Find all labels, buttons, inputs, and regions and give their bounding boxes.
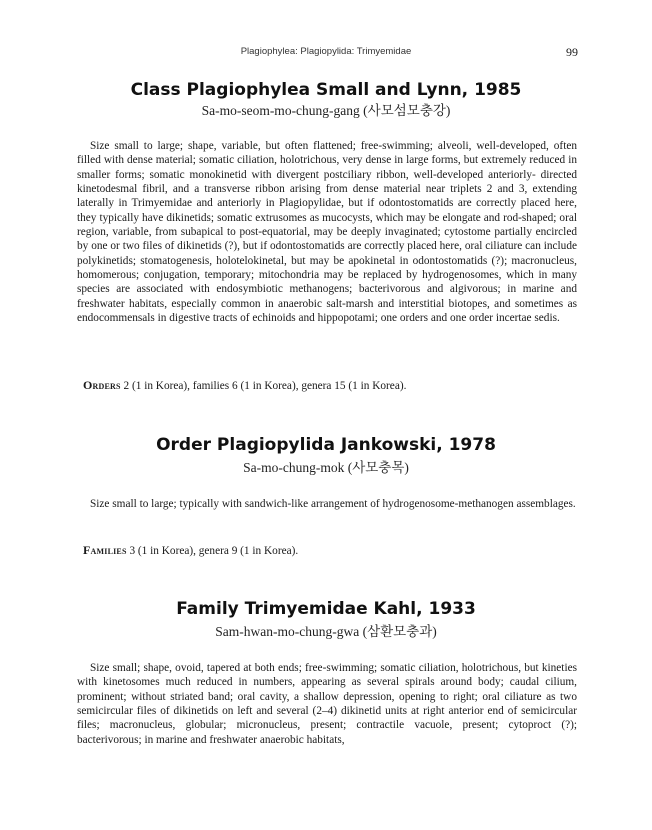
family-description: Size small; shape, ovoid, tapered at both ends; free-swimming; somatic ciliation, holotrichous, but kineties with kinetosomes much reduced in numbers, appearing as several spirals around body; caudal cilium, prominent; without striated band; oral cavity, a shallow depression, opening to right; oral ciliature as two semicircular files of dikinetids on left and several (2–4) dikinetid units at right anterior end of semicircular files; macronucleus, globular; micronucleus, present; contractile vacuole, present; cytoproct (?); bacterivorous; in marine and freshwater anaerobic habitats, bbox=[77, 662, 577, 746]
family-korean-name: Sam-hwan-mo-chung-gwa (삼환모충과) bbox=[215, 624, 437, 639]
class-title: Class Plagiophylea Small and Lynn, 1985 bbox=[130, 80, 522, 100]
order-description: Size small to large; typically with sandwich-like arrangement of hydrogenosome-methanogen assemblages. bbox=[90, 498, 576, 510]
class-description: Size small to large; shape, variable, but often flattened; free-swimming; alveoli, well-developed, often filled with dense material; somatic ciliation, holotrichous, very dense in large forms, but extremely reduced in smaller forms; somatic monokinetid with divergent postciliary ribbon, well-developed anteriorly- directed kinetodesmal fibril, and a transverse ribbon arising from dense material near triplets 2 and 3, extending laterally in Trimyemidae and anteriorly in Plagiopylidae, but if odontostomatids are correctly placed here, they typically have dikinetids; somatic extrusomes as mucocysts, which may be elongate and rod-shaped; oral region, variable, from subapical to post-equatorial, may be deeply invaginated; cytostome partially encircled by one or two files of dikinetids (?), but if odontostomatids are correctly placed here, oral ciliature can include polykinetids; stomatogenesis, holotelokinetal, but may be apokinetal in odontostomatids (?); macronucleus, homomerous; conjugation, temporary; mitochondria may be replaced by hydrogenosomes, which in many species are associated with endosymbiotic methanogens; bacterivorous and algivorous; in marine and freshwater habitats, especially common in anaerobic salt-marsh and interstitial biotopes, and sometimes as endocommensals in digestive tracts of echinoids and hippopotami; one orders and one order incertae sedis. bbox=[77, 140, 577, 325]
order-families-count bbox=[83, 543, 298, 558]
family-title: Family Trimyemidae Kahl, 1933 bbox=[176, 599, 476, 619]
families-label: Families bbox=[83, 543, 127, 557]
class-orders-count bbox=[83, 378, 406, 393]
families-text: 3 (1 in Korea), genera 9 (1 in Korea). bbox=[129, 545, 299, 557]
order-title: Order Plagiopylida Jankowski, 1978 bbox=[156, 435, 496, 455]
orders-text: 2 (1 in Korea), families 6 (1 in Korea), genera 15 (1 in Korea). bbox=[123, 380, 407, 392]
running-header: Plagiophylea: Plagiopylida: Trimyemidae bbox=[240, 46, 412, 57]
class-korean-name: Sa-mo-seom-mo-chung-gang (사모섬모충강) bbox=[201, 103, 451, 118]
order-korean-name: Sa-mo-chung-mok (사모충목) bbox=[243, 460, 409, 475]
page-number: 99 bbox=[566, 45, 578, 59]
orders-label: Orders bbox=[83, 378, 121, 392]
